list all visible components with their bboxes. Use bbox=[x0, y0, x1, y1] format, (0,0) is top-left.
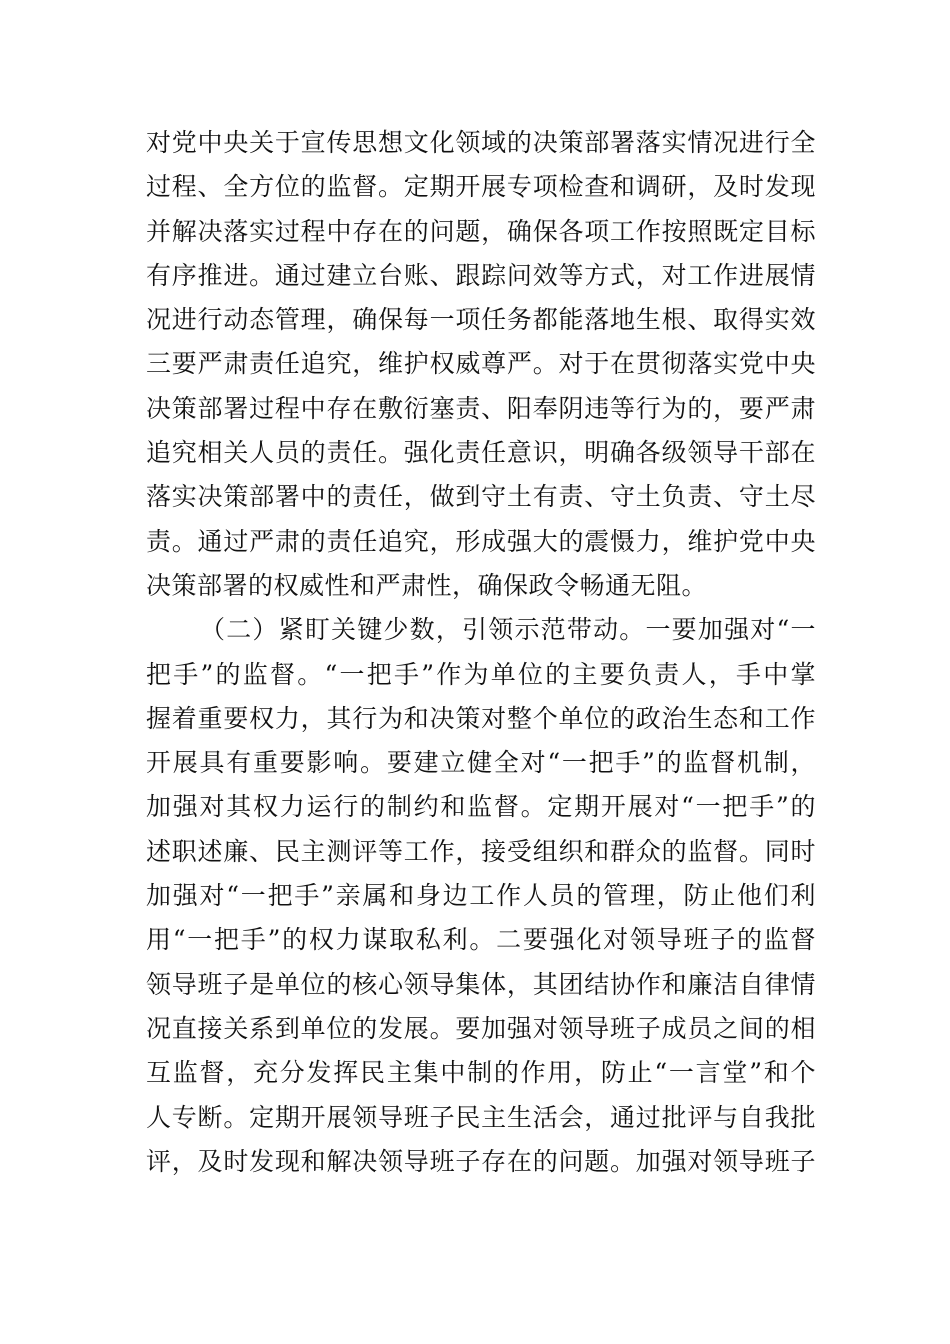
text-line: 三要严肃责任追究，维护权威尊严。对于在贯彻落实党中央 bbox=[146, 349, 816, 379]
text-line: 开展具有重要影响。要建立健全对“一把手”的监督机制， bbox=[146, 748, 816, 778]
text-line: 况进行动态管理，确保每一项任务都能落地生根、取得实效 bbox=[146, 305, 816, 335]
text-line: 加强对其权力运行的制约和监督。定期开展对“一把手”的 bbox=[146, 792, 816, 822]
text-line: 把手”的监督。“一把手”作为单位的主要负责人，手中掌 bbox=[146, 659, 816, 689]
text-line: 况直接关系到单位的发展。要加强对领导班子成员之间的相 bbox=[146, 1013, 816, 1043]
body-text bbox=[146, 121, 816, 1184]
text-line: 过程、全方位的监督。定期开展专项检查和调研，及时发现 bbox=[146, 172, 816, 202]
paragraph-end-line: 决策部署的权威性和严肃性，确保政令畅通无阻。 bbox=[146, 570, 708, 600]
text-line: 握着重要权力，其行为和决策对整个单位的政治生态和工作 bbox=[146, 703, 816, 733]
text-line: 并解决落实过程中存在的问题，确保各项工作按照既定目标 bbox=[146, 216, 816, 246]
text-line: 述职述廉、民主测评等工作，接受组织和群众的监督。同时 bbox=[146, 836, 816, 866]
section-heading-line: （二）紧盯关键少数，引领示范带动。一要加强对“一 bbox=[200, 615, 816, 645]
text-line: 加强对“一把手”亲属和身边工作人员的管理，防止他们利 bbox=[146, 881, 816, 911]
text-line: 有序推进。通过建立台账、跟踪问效等方式，对工作进展情 bbox=[146, 260, 816, 290]
text-line: 人专断。定期开展领导班子民主生活会，通过批评与自我批 bbox=[146, 1102, 816, 1132]
text-line: 决策部署过程中存在敷衍塞责、阳奉阴违等行为的，要严肃 bbox=[146, 393, 816, 423]
text-line: 落实决策部署中的责任，做到守土有责、守土负责、守土尽 bbox=[146, 482, 816, 512]
text-line: 用“一把手”的权力谋取私利。二要强化对领导班子的监督 bbox=[146, 925, 816, 955]
text-line: 对党中央关于宣传思想文化领域的决策部署落实情况进行全 bbox=[146, 128, 816, 157]
text-line: 互监督，充分发挥民主集中制的作用，防止“一言堂”和个 bbox=[146, 1058, 816, 1088]
text-line: 领导班子是单位的核心领导集体，其团结协作和廉洁自律情 bbox=[146, 969, 816, 999]
text-line: 评，及时发现和解决领导班子存在的问题。加强对领导班子 bbox=[146, 1146, 816, 1176]
text-line: 追究相关人员的责任。强化责任意识，明确各级领导干部在 bbox=[146, 438, 816, 468]
text-line: 责。通过严肃的责任追究，形成强大的震慑力，维护党中央 bbox=[146, 526, 816, 556]
